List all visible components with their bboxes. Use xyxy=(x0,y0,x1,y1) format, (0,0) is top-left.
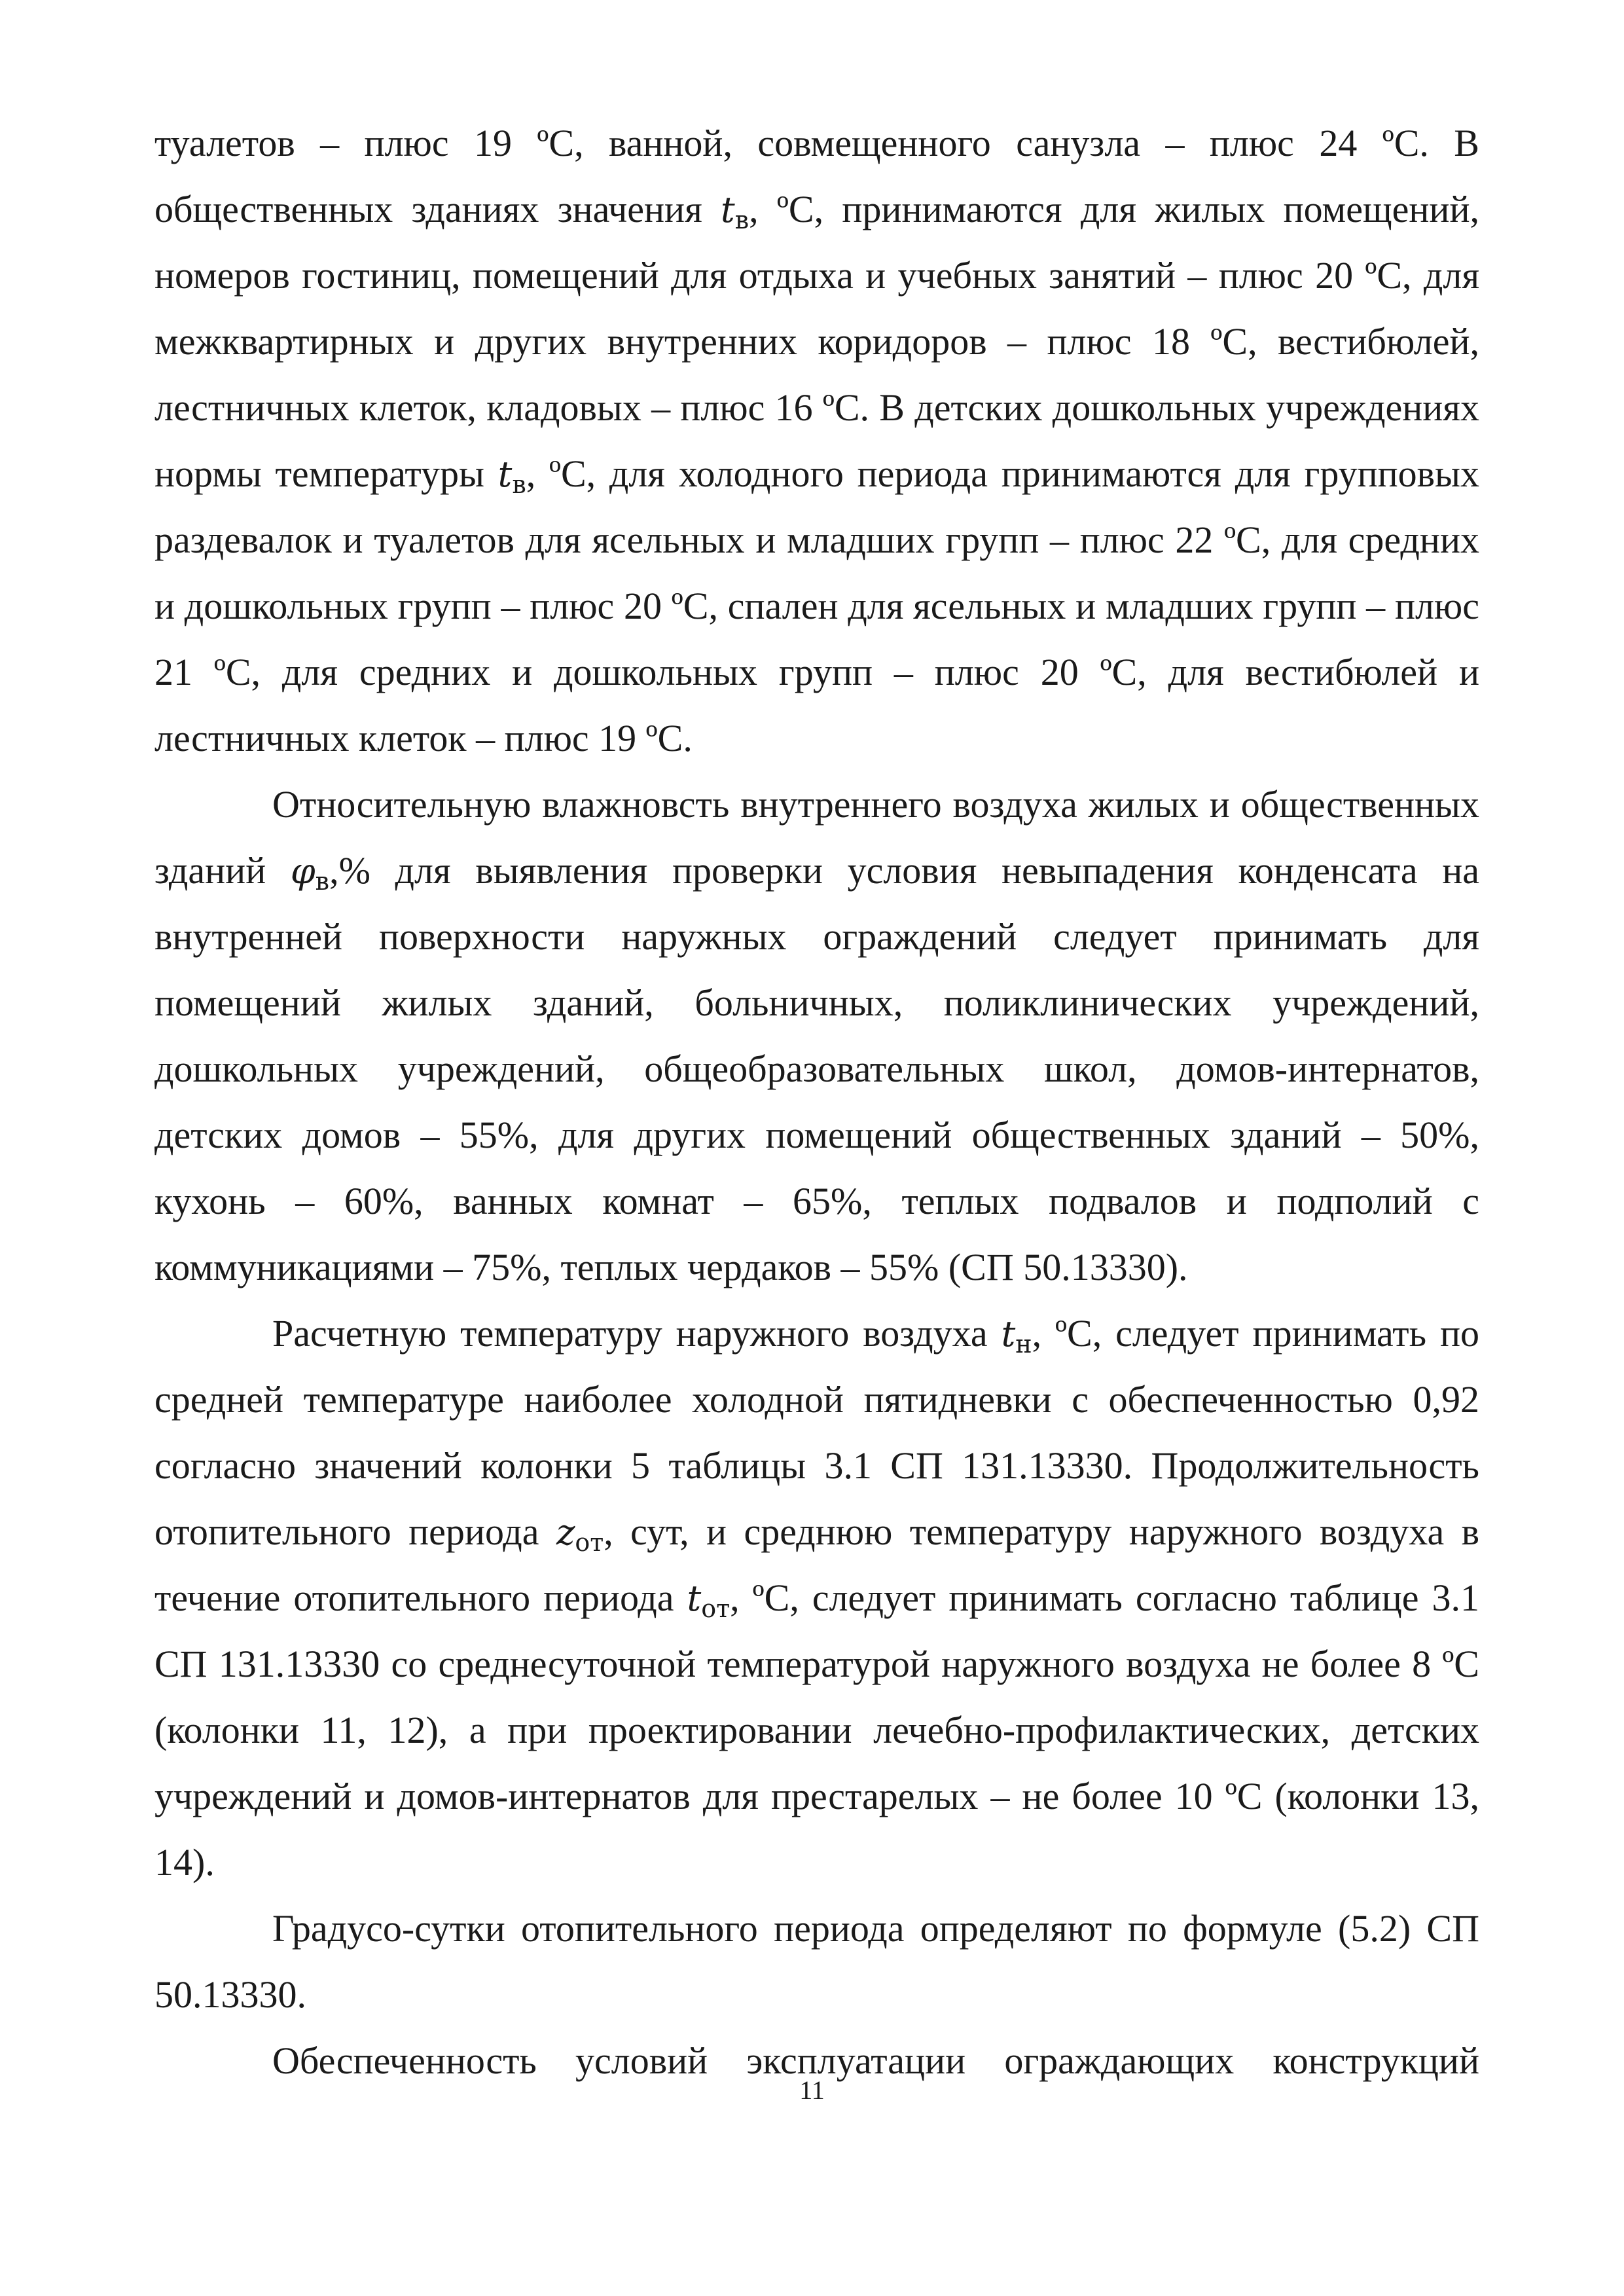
text-run: Относительную влажновсть внутреннего воздуха жилых и общественных xyxy=(272,783,1479,826)
text-line xyxy=(154,1300,1479,1366)
text-line xyxy=(154,1697,1479,1763)
text-run: Расчетную температуру наружного воздуха xyxy=(272,1312,1001,1355)
text-line xyxy=(154,1432,1479,1499)
text-line xyxy=(154,970,1479,1036)
math-symbol xyxy=(1001,1313,1032,1358)
text-run: Обеспеченность условий эксплуатации ограждающих конструкций xyxy=(272,2039,1479,2082)
text-run: , ºС, для холодного периода принимаются для групповых xyxy=(526,452,1479,495)
text-line xyxy=(154,110,1479,176)
math-subscript: от xyxy=(701,1594,731,1623)
text-run: учреждений и домов-интернатов для престарелых – не более 10 ºС (колонки 13, xyxy=(154,1775,1479,1817)
math-symbol xyxy=(721,189,749,234)
text-line xyxy=(154,1631,1479,1697)
text-line xyxy=(154,1499,1479,1565)
text-run: номеров гостиниц, помещений для отдыха и учебных занятий – плюс 20 ºС, для xyxy=(154,254,1479,297)
text-line xyxy=(154,903,1479,970)
text-line xyxy=(154,837,1479,903)
math-variable: φ xyxy=(290,850,316,892)
text-line xyxy=(154,639,1479,705)
math-symbol xyxy=(687,1578,731,1623)
text-line xyxy=(154,1234,1479,1300)
text-run: кухонь – 60%, ванных комнат – 65%, теплых подвалов и подполий с xyxy=(154,1180,1479,1222)
math-variable: t xyxy=(497,454,513,495)
text-run: ,% для выявления проверки условия невыпадения конденсата на xyxy=(329,849,1479,892)
math-variable: t xyxy=(1001,1313,1016,1355)
text-run: нормы температуры xyxy=(154,452,498,495)
text-run: (колонки 11, 12), а при проектировании лечебно-профилактических, детских xyxy=(154,1709,1479,1751)
text-line xyxy=(154,242,1479,308)
text-line xyxy=(154,1102,1479,1168)
body-text xyxy=(154,110,1479,2094)
text-run: внутренней поверхности наружных ограждений следует принимать для xyxy=(154,915,1479,958)
text-line xyxy=(154,573,1479,639)
text-run: Градусо-сутки отопительного периода определяют по формуле (5.2) СП xyxy=(272,1907,1479,1950)
text-run: межквартирных и других внутренних коридоров – плюс 18 ºС, вестибюлей, xyxy=(154,320,1479,363)
text-run: туалетов – плюс 19 ºС, ванной, совмещенного санузла – плюс 24 ºС. В xyxy=(154,122,1479,164)
math-subscript: от xyxy=(575,1528,604,1557)
text-run: СП 131.13330 со среднесуточной температурой наружного воздуха не более 8 ºС xyxy=(154,1643,1479,1685)
text-run: 21 ºС, для средних и дошкольных групп – плюс 20 ºС, для вестибюлей и xyxy=(154,651,1479,693)
math-subscript: в xyxy=(512,470,526,499)
math-subscript: в xyxy=(315,867,330,896)
text-run: коммуникациями – 75%, теплых чердаков – 55% (СП 50.13330). xyxy=(154,1246,1188,1288)
text-run: лестничных клеток, кладовых – плюс 16 ºС. В детских дошкольных учреждениях xyxy=(154,386,1479,429)
text-line xyxy=(154,771,1479,837)
text-run: , сут, и среднюю температуру наружного воздуха в xyxy=(604,1510,1479,1553)
text-line xyxy=(154,441,1479,507)
page-number: 11 xyxy=(799,2075,825,2105)
text-run: детских домов – 55%, для других помещений общественных зданий – 50%, xyxy=(154,1114,1479,1156)
text-line xyxy=(154,1565,1479,1631)
text-line xyxy=(154,1895,1479,1961)
text-line xyxy=(154,308,1479,374)
text-run: общественных зданиях значения xyxy=(154,188,721,230)
math-variable: z xyxy=(556,1512,575,1553)
text-line xyxy=(154,705,1479,771)
text-run: , ºС, следует принимать согласно таблице 3.1 xyxy=(730,1576,1480,1619)
text-line xyxy=(154,1763,1479,1829)
text-run: течение отопительного периода xyxy=(154,1576,687,1619)
text-run: 50.13330. xyxy=(154,1973,306,2016)
text-line xyxy=(154,374,1479,441)
text-run: 14). xyxy=(154,1841,215,1884)
text-line xyxy=(154,1036,1479,1102)
text-line xyxy=(154,1168,1479,1234)
text-run: зданий xyxy=(154,849,291,892)
text-run: раздевалок и туалетов для ясельных и младших групп – плюс 22 ºС, для средних xyxy=(154,519,1479,561)
text-line xyxy=(154,1829,1479,1895)
text-run: лестничных клеток – плюс 19 ºС. xyxy=(154,717,693,759)
text-run: согласно значений колонки 5 таблицы 3.1 СП 131.13330. Продолжительность xyxy=(154,1444,1479,1487)
math-symbol xyxy=(497,454,526,499)
text-line xyxy=(154,1366,1479,1432)
math-symbol xyxy=(556,1512,604,1557)
text-run: дошкольных учреждений, общеобразовательных школ, домов-интернатов, xyxy=(154,1048,1479,1090)
math-symbol xyxy=(290,850,330,896)
text-run: помещений жилых зданий, больничных, поликлинических учреждений, xyxy=(154,981,1479,1024)
text-line xyxy=(154,176,1479,242)
text-run: , ºС, следует принимать по xyxy=(1032,1312,1479,1355)
text-run: средней температуре наиболее холодной пятидневки с обеспеченностью 0,92 xyxy=(154,1378,1479,1421)
text-run: , ºС, принимаются для жилых помещений, xyxy=(749,188,1479,230)
math-variable: t xyxy=(721,189,735,230)
text-run: отопительного периода xyxy=(154,1510,556,1553)
text-run: и дошкольных групп – плюс 20 ºС, спален для ясельных и младших групп – плюс xyxy=(154,585,1479,627)
math-subscript: в xyxy=(734,206,749,234)
text-line xyxy=(154,1961,1479,2028)
text-line xyxy=(154,507,1479,573)
math-variable: t xyxy=(687,1578,702,1619)
math-subscript: н xyxy=(1015,1330,1032,1358)
